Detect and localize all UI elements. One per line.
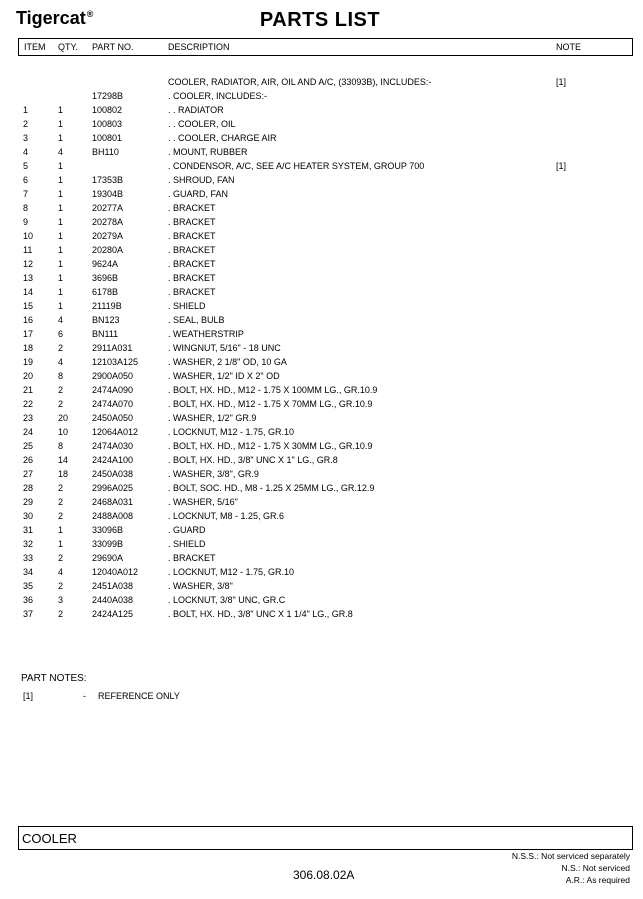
part-number-cell: 100803	[92, 119, 123, 129]
part-number-cell: BN123	[92, 315, 120, 325]
qty-cell: 1	[58, 273, 64, 283]
qty-cell: 2	[58, 497, 64, 507]
brand-name: Tigercat	[16, 8, 86, 28]
item-cell: 8	[23, 203, 29, 213]
item-cell: 5	[23, 161, 29, 171]
column-header-note: NOTE	[556, 42, 582, 52]
description-cell: . BOLT, HX. HD., M12 - 1.75 X 30MM LG., GR.10.9	[168, 441, 373, 451]
part-notes-title: PART NOTES:	[21, 673, 87, 684]
item-cell: 28	[23, 483, 34, 493]
part-number-cell: 12103A125	[92, 357, 139, 367]
table-row	[0, 285, 643, 299]
table-row	[0, 397, 643, 411]
part-number-cell: 2440A038	[92, 595, 134, 605]
column-header-part: PART NO.	[92, 42, 134, 52]
table-row	[0, 425, 643, 439]
description-cell: . SHIELD	[168, 301, 206, 311]
description-cell: . SEAL, BULB	[168, 315, 225, 325]
part-note-text: REFERENCE ONLY	[98, 691, 180, 701]
table-row	[0, 607, 643, 621]
qty-cell: 1	[58, 525, 64, 535]
table-row	[0, 173, 643, 187]
item-cell: 6	[23, 175, 29, 185]
description-cell: . WEATHERSTRIP	[168, 329, 244, 339]
note-cell: [1]	[556, 77, 567, 87]
table-row	[0, 145, 643, 159]
part-number-cell: 33096B	[92, 525, 124, 535]
table-row	[0, 565, 643, 579]
part-number-cell: 12040A012	[92, 567, 139, 577]
part-number-cell: 100801	[92, 133, 123, 143]
part-number-cell: 21119B	[92, 301, 122, 311]
qty-cell: 1	[58, 301, 64, 311]
section-footer	[18, 826, 633, 850]
description-cell: . SHROUD, FAN	[168, 175, 235, 185]
description-cell: . BRACKET	[168, 553, 216, 563]
item-cell: 17	[23, 329, 34, 339]
abbreviation-legend	[512, 850, 630, 886]
qty-cell: 2	[58, 581, 64, 591]
qty-cell: 1	[58, 245, 64, 255]
qty-cell: 2	[58, 553, 64, 563]
table-row	[0, 509, 643, 523]
description-cell: . BRACKET	[168, 259, 216, 269]
description-cell: . WASHER, 1/2" ID X 2" OD	[168, 371, 280, 381]
part-number-cell: 3696B	[92, 273, 119, 283]
item-cell: 37	[23, 609, 34, 619]
description-cell: . BRACKET	[168, 203, 216, 213]
table-row	[0, 131, 643, 145]
qty-cell: 14	[58, 455, 69, 465]
item-cell: 18	[23, 343, 34, 353]
item-cell: 13	[23, 273, 34, 283]
item-cell: 29	[23, 497, 34, 507]
part-number-cell: 20278A	[92, 217, 124, 227]
part-number-cell: 29690A	[92, 553, 124, 563]
item-cell: 11	[23, 245, 33, 255]
qty-cell: 8	[58, 371, 64, 381]
item-cell: 20	[23, 371, 34, 381]
qty-cell: 1	[58, 539, 64, 549]
part-number-cell: 2996A025	[92, 483, 134, 493]
table-header	[18, 38, 633, 56]
registered-mark: ®	[86, 9, 94, 19]
item-cell: 22	[23, 399, 34, 409]
part-number-cell: 20279A	[92, 231, 124, 241]
description-cell: . BRACKET	[168, 231, 216, 241]
part-number-cell: 2468A031	[92, 497, 134, 507]
part-number-cell: 12064A012	[92, 427, 139, 437]
part-number-cell: BN111	[92, 329, 119, 339]
section-name: COOLER	[22, 831, 77, 846]
part-number-cell: 2488A008	[92, 511, 134, 521]
description-cell: . WASHER, 3/8", GR.9	[168, 469, 259, 479]
table-row	[0, 551, 643, 565]
table-row	[0, 187, 643, 201]
qty-cell: 3	[58, 595, 64, 605]
qty-cell: 4	[58, 147, 64, 157]
item-cell: 2	[23, 119, 29, 129]
parts-table	[0, 75, 643, 621]
description-cell: . BOLT, HX. HD., M12 - 1.75 X 100MM LG., GR.10.9	[168, 385, 378, 395]
part-number-cell: 2474A070	[92, 399, 134, 409]
part-note	[0, 691, 643, 705]
qty-cell: 20	[58, 413, 69, 423]
qty-cell: 1	[58, 105, 64, 115]
table-row	[0, 229, 643, 243]
table-row	[0, 215, 643, 229]
table-row	[0, 271, 643, 285]
description-cell: COOLER, RADIATOR, AIR, OIL AND A/C, (33093B), INCLUDES:-	[168, 77, 432, 87]
item-cell: 23	[23, 413, 34, 423]
table-row	[0, 383, 643, 397]
table-row	[0, 257, 643, 271]
table-row	[0, 159, 643, 173]
part-number-cell: BH110	[92, 147, 119, 157]
qty-cell: 4	[58, 357, 64, 367]
table-row	[0, 341, 643, 355]
table-row	[0, 453, 643, 467]
page-title: PARTS LIST	[259, 9, 381, 31]
description-cell: . COOLER, INCLUDES:-	[168, 91, 268, 101]
part-note-dash: -	[83, 691, 86, 701]
table-row	[0, 523, 643, 537]
item-cell: 26	[23, 455, 34, 465]
qty-cell: 1	[58, 133, 64, 143]
item-cell: 27	[23, 469, 34, 479]
table-row	[0, 89, 643, 103]
item-cell: 32	[23, 539, 34, 549]
item-cell: 3	[23, 133, 29, 143]
description-cell: . LOCKNUT, M8 - 1.25, GR.6	[168, 511, 285, 521]
description-cell: . BOLT, HX. HD., 3/8" UNC X 1 1/4" LG., GR.8	[168, 609, 353, 619]
qty-cell: 1	[58, 175, 64, 185]
item-cell: 9	[23, 217, 29, 227]
document-number: 306.08.02A	[293, 868, 355, 882]
column-header-description: DESCRIPTION	[168, 42, 230, 52]
legend-line: A.R.: As required	[565, 875, 630, 885]
part-number-cell: 2474A030	[92, 441, 134, 451]
item-cell: 21	[23, 385, 34, 395]
part-number-cell: 20277A	[92, 203, 124, 213]
table-row	[0, 467, 643, 481]
description-cell: . LOCKNUT, 3/8" UNC, GR.C	[168, 595, 286, 605]
description-cell: . BRACKET	[168, 217, 216, 227]
description-cell: . GUARD, FAN	[168, 189, 229, 199]
table-row	[0, 411, 643, 425]
legend-line: N.S.S.: Not serviced separately	[511, 851, 630, 861]
description-cell: . BRACKET	[168, 273, 216, 283]
part-number-cell: 2424A100	[92, 455, 134, 465]
qty-cell: 8	[58, 441, 64, 451]
qty-cell: 1	[58, 161, 64, 171]
part-number-cell: 33099B	[92, 539, 124, 549]
description-cell: . . COOLER, CHARGE AIR	[168, 133, 277, 143]
description-cell: . LOCKNUT, M12 - 1.75, GR.10	[168, 427, 295, 437]
part-number-cell: 2451A038	[92, 581, 134, 591]
item-cell: 15	[23, 301, 34, 311]
part-number-cell: 2900A050	[92, 371, 134, 381]
part-number-cell: 2450A050	[92, 413, 134, 423]
qty-cell: 1	[58, 287, 64, 297]
qty-cell: 18	[58, 469, 69, 479]
description-cell: . LOCKNUT, M12 - 1.75, GR.10	[168, 567, 295, 577]
qty-cell: 1	[58, 217, 64, 227]
part-number-cell: 20280A	[92, 245, 124, 255]
qty-cell: 1	[58, 119, 64, 129]
table-row	[0, 313, 643, 327]
item-cell: 19	[23, 357, 34, 367]
part-number-cell: 100802	[92, 105, 123, 115]
qty-cell: 1	[58, 259, 64, 269]
table-row	[0, 593, 643, 607]
item-cell: 35	[23, 581, 34, 591]
qty-cell: 1	[58, 203, 64, 213]
legend-line: N.S.: Not serviced	[561, 863, 630, 873]
column-header-qty: QTY.	[58, 42, 78, 52]
part-number-cell: 17298B	[92, 91, 124, 101]
item-cell: 36	[23, 595, 34, 605]
table-row	[0, 579, 643, 593]
description-cell: . WINGNUT, 5/16" - 18 UNC	[168, 343, 281, 353]
item-cell: 1	[23, 105, 29, 115]
item-cell: 7	[23, 189, 29, 199]
table-row	[0, 117, 643, 131]
qty-cell: 1	[58, 231, 64, 241]
item-cell: 31	[23, 525, 34, 535]
qty-cell: 2	[58, 511, 64, 521]
qty-cell: 2	[58, 385, 64, 395]
item-cell: 12	[23, 259, 34, 269]
table-row	[0, 75, 643, 89]
item-cell: 4	[23, 147, 29, 157]
description-cell: . BRACKET	[168, 245, 216, 255]
part-number-cell: 9624A	[92, 259, 119, 269]
qty-cell: 2	[58, 343, 64, 353]
item-cell: 33	[23, 553, 34, 563]
qty-cell: 10	[58, 427, 69, 437]
description-cell: . SHIELD	[168, 539, 206, 549]
part-number-cell: 17353B	[92, 175, 124, 185]
description-cell: . WASHER, 1/2" GR.9	[168, 413, 257, 423]
table-row	[0, 495, 643, 509]
table-row	[0, 327, 643, 341]
table-row	[0, 355, 643, 369]
description-cell: . WASHER, 3/8"	[168, 581, 233, 591]
description-cell: . WASHER, 2 1/8" OD, 10 GA	[168, 357, 287, 367]
table-row	[0, 103, 643, 117]
part-number-cell: 2911A031	[92, 343, 133, 353]
part-number-cell: 2424A125	[92, 609, 134, 619]
item-cell: 25	[23, 441, 34, 451]
item-cell: 16	[23, 315, 34, 325]
part-number-cell: 2474A090	[92, 385, 134, 395]
description-cell: . BOLT, HX. HD., M12 - 1.75 X 70MM LG., GR.10.9	[168, 399, 373, 409]
description-cell: . WASHER, 5/16"	[168, 497, 238, 507]
item-cell: 10	[23, 231, 34, 241]
table-row	[0, 369, 643, 383]
description-cell: . GUARD	[168, 525, 206, 535]
description-cell: . . COOLER, OIL	[168, 119, 236, 129]
part-number-cell: 6178B	[92, 287, 119, 297]
description-cell: . BOLT, HX. HD., 3/8" UNC X 1" LG., GR.8	[168, 455, 338, 465]
table-row	[0, 243, 643, 257]
table-row	[0, 439, 643, 453]
qty-cell: 2	[58, 483, 64, 493]
table-row	[0, 201, 643, 215]
table-row	[0, 481, 643, 495]
qty-cell: 4	[58, 567, 64, 577]
qty-cell: 4	[58, 315, 64, 325]
item-cell: 30	[23, 511, 34, 521]
description-cell: . CONDENSOR, A/C, SEE A/C HEATER SYSTEM, GROUP 700	[168, 161, 425, 171]
note-cell: [1]	[556, 161, 567, 171]
item-cell: 24	[23, 427, 34, 437]
table-row	[0, 537, 643, 551]
qty-cell: 1	[58, 189, 64, 199]
qty-cell: 2	[58, 399, 64, 409]
part-number-cell: 19304B	[92, 189, 124, 199]
description-cell: . . RADIATOR	[168, 105, 224, 115]
table-row	[0, 299, 643, 313]
part-number-cell: 2450A038	[92, 469, 134, 479]
description-cell: . BRACKET	[168, 287, 216, 297]
description-cell: . BOLT, SOC. HD., M8 - 1.25 X 25MM LG., GR.12.9	[168, 483, 375, 493]
part-note-ref: [1]	[23, 691, 34, 701]
qty-cell: 2	[58, 609, 64, 619]
column-header-item: ITEM	[24, 42, 46, 52]
item-cell: 14	[23, 287, 34, 297]
description-cell: . MOUNT, RUBBER	[168, 147, 248, 157]
qty-cell: 6	[58, 329, 64, 339]
item-cell: 34	[23, 567, 34, 577]
